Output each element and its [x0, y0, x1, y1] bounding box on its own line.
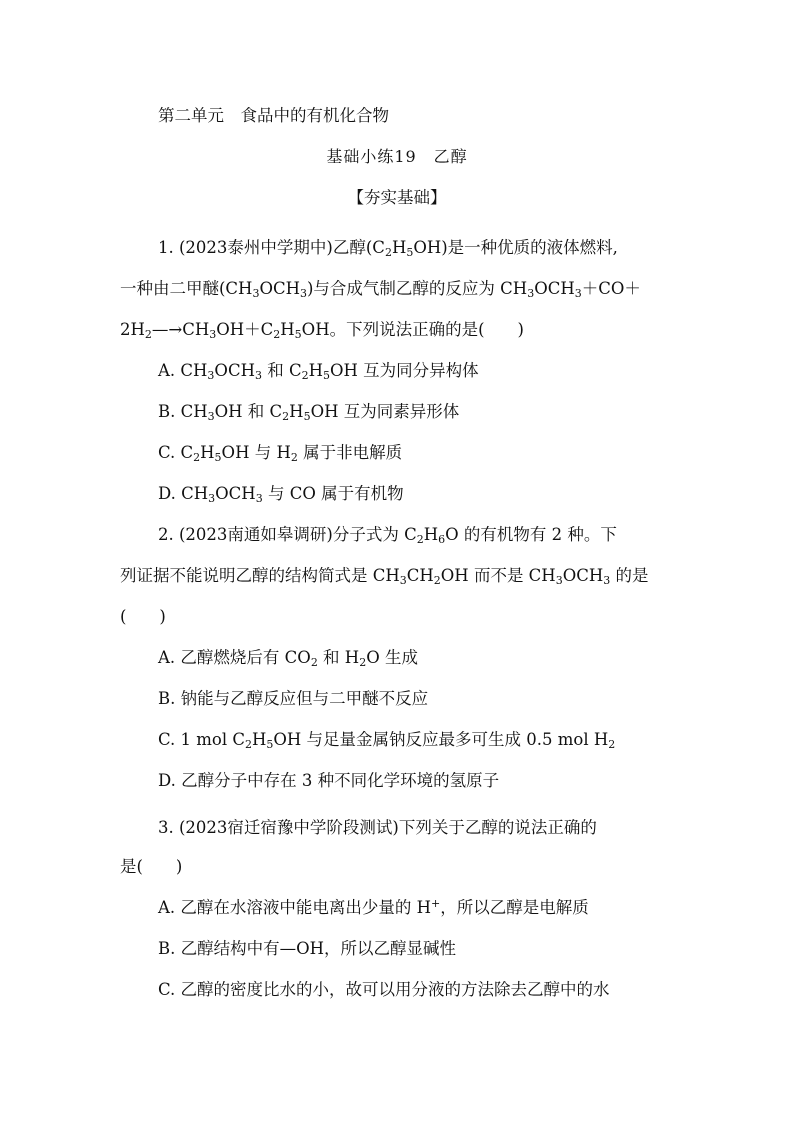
unit-title: 第二单元 食品中的有机化合物	[158, 106, 389, 125]
q1-number: 1.	[158, 238, 174, 257]
q3-source: (2023宿迁宿豫中学阶段测试)	[179, 818, 399, 837]
q2-line-1: 2. (2023南通如皋调研)分子式为 $C_2H_6O$ 的有机物有 2 种。下	[158, 525, 617, 546]
q1-line-3: $2H_2—\to CH_3OH+C_2H_5OH$。下列说法正确的是( )	[120, 320, 524, 341]
exercise-title-text: 基础小练19 乙醇	[326, 147, 468, 166]
q3-line-1: 3. (2023宿迁宿豫中学阶段测试)下列关于乙醇的说法正确的	[158, 818, 597, 837]
q3-number: 3.	[158, 818, 174, 837]
section-title: 【夯实基础】	[347, 188, 447, 207]
q2-line-2: 列证据不能说明乙醇的结构简式是 $CH_3CH_2OH$ 而不是 $CH_3OCH_3$ 的是	[120, 566, 649, 587]
q2-line-3: ( )	[120, 607, 166, 626]
q3-option-a[interactable]: A. 乙醇在水溶液中能电离出少量的 H+，所以乙醇是电解质	[158, 897, 589, 917]
q1-option-b[interactable]: B. $CH_3OH$ 和 $C_2H_5OH$ 互为同素异形体	[158, 402, 460, 423]
q2-option-d[interactable]: D. 乙醇分子中存在 3 种不同化学环境的氢原子	[158, 771, 500, 790]
q2-option-a[interactable]: A. 乙醇燃烧后有 $CO_2$ 和 $H_2O$ 生成	[158, 648, 418, 669]
q1-option-a[interactable]: A. $CH_3OCH_3$ 和 $C_2H_5OH$ 互为同分异构体	[158, 361, 479, 382]
q1-option-c[interactable]: C. $C_2H_5OH$ 与 $H_2$ 属于非电解质	[158, 443, 403, 464]
q2-option-b[interactable]: B. 钠能与乙醇反应但与二甲醚不反应	[158, 689, 429, 708]
q3-option-b[interactable]: B. 乙醇结构中有—OH，所以乙醇显碱性	[158, 939, 457, 958]
q1-line-2: 一种由二甲醚$(CH_3OCH_3)$与合成气制乙醇的反应为 $CH_3OCH_3+CO+$	[120, 279, 641, 300]
q2-source: (2023南通如皋调研)	[179, 525, 333, 544]
q1-line-1: 1. (2023泰州中学期中)乙醇$(C_2H_5OH)$是一种优质的液体燃料,	[158, 238, 618, 259]
exercise-title	[0, 145, 794, 169]
q3-line-2: 是( )	[120, 857, 183, 876]
q2-number: 2.	[158, 525, 174, 544]
q3-option-c[interactable]: C. 乙醇的密度比水的小，故可以用分液的方法除去乙醇中的水	[158, 980, 610, 999]
q1-source: (2023泰州中学期中)	[179, 238, 333, 257]
q1-option-d[interactable]: D. $CH_3OCH_3$ 与 CO 属于有机物	[158, 484, 404, 505]
q2-option-c[interactable]: C. 1 mol $C_2H_5OH$ 与足量金属钠反应最多可生成 0.5 mol $H_2$	[158, 730, 616, 751]
